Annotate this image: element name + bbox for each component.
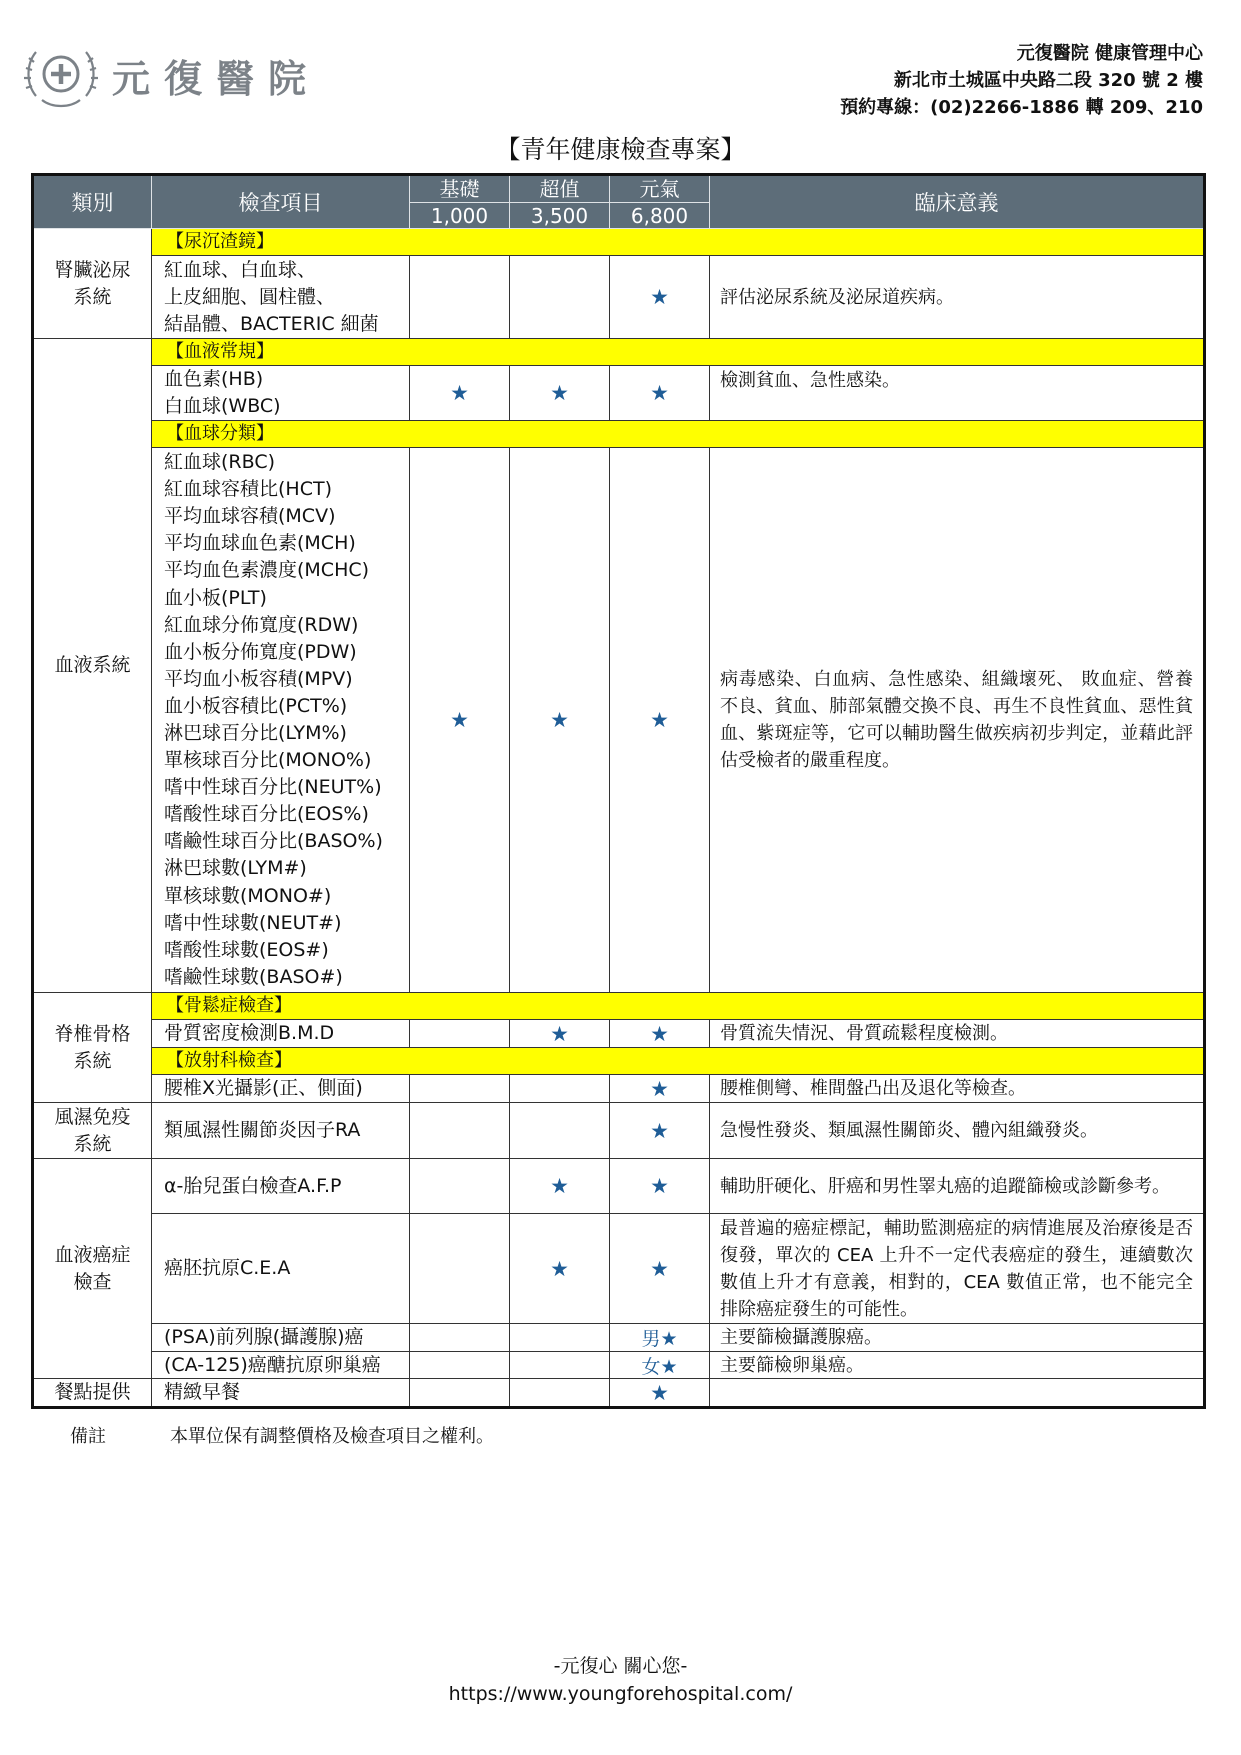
hospital-logo — [22, 38, 320, 112]
mark-routine-vitality: ★ — [610, 366, 710, 421]
item-routine: 血色素(HB) 白血球(WBC) — [152, 366, 410, 421]
hospital-emblem-icon — [22, 38, 100, 112]
mark-xray-value — [510, 1075, 610, 1103]
mark-urine-basic — [410, 256, 510, 339]
mark-meal-vitality: ★ — [610, 1379, 710, 1406]
page-footer — [0, 1652, 1241, 1708]
mark-bmd-basic — [410, 1020, 510, 1048]
mark-ra-vitality: ★ — [610, 1103, 710, 1159]
meaning-ca125: 主要篩檢卵巢癌。 — [710, 1352, 1203, 1379]
item-afp: α-胎兒蛋白檢查A.F.P — [152, 1159, 410, 1214]
meaning-xray: 腰椎側彎、椎間盤凸出及退化等檢查。 — [710, 1075, 1203, 1103]
item-cea: 癌胚抗原C.E.A — [152, 1214, 410, 1324]
header-plan-basic — [410, 176, 510, 229]
mark-routine-value: ★ — [510, 366, 610, 421]
mark-cbc-vitality: ★ — [610, 448, 710, 993]
header-plan-vitality — [610, 176, 710, 229]
item-bmd: 骨質密度檢測B.M.D — [152, 1020, 410, 1048]
mark-urine-value — [510, 256, 610, 339]
mark-ca125-value — [510, 1352, 610, 1379]
subheader-xray: 【放射科檢查】 — [152, 1048, 1203, 1075]
category-blood: 血液系統 — [34, 339, 152, 993]
mark-cbc-basic: ★ — [410, 448, 510, 993]
mark-bmd-vitality: ★ — [610, 1020, 710, 1048]
category-spine: 脊椎骨格 系統 — [34, 993, 152, 1103]
item-meal: 精緻早餐 — [152, 1379, 410, 1406]
mark-afp-value: ★ — [510, 1159, 610, 1214]
mark-meal-value — [510, 1379, 610, 1406]
mark-ca125-vitality-female: 女★ — [610, 1352, 710, 1379]
meaning-cbc: 病毒感染、白血病、急性感染、組織壞死、 敗血症、營養不良、貧血、肺部氣體交換不良、再生不良性貧血、惡性貧血、紫斑症等，它可以輔助醫生做疾病初步判定，並藉此評估受檢者的嚴重程度。 — [710, 448, 1203, 993]
subheader-urine: 【尿沉渣鏡】 — [152, 229, 1203, 256]
item-xray: 腰椎X光攝影(正、側面) — [152, 1075, 410, 1103]
mark-cea-vitality: ★ — [610, 1214, 710, 1324]
item-ra: 類風濕性關節炎因子RA — [152, 1103, 410, 1159]
item-urine: 紅血球、白血球、 上皮細胞、圓柱體、 結晶體、BACTERIC 細菌 — [152, 256, 410, 339]
mark-cbc-value: ★ — [510, 448, 610, 993]
mark-psa-vitality-male: 男★ — [610, 1324, 710, 1352]
item-cbc: 紅血球(RBC) 紅血球容積比(HCT) 平均血球容積(MCV) 平均血球血色素(MCH) 平均血色素濃度(MCHC) 血小板(PLT) 紅血球分佈寬度(RDW) 血小板分佈寬度(PDW) 平均血小板容積(MPV) 血小板容積比(PCT%) 淋巴球百分比(LYM%) 單核球百分比(MONO%) 嗜中性球百分比(NEUT%) 嗜酸性球百分比(EOS%) 嗜鹼性球百分比(BASO%) 淋巴球數(LYM#) 單核球數(MONO#) 嗜中性球數(NEUT#) 嗜酸性球數(EOS#) 嗜鹼性球數(BASO#) — [152, 448, 410, 993]
mark-meal-basic — [410, 1379, 510, 1406]
footer-url[interactable]: https://www.youngforehospital.com/ — [448, 1683, 793, 1705]
mark-xray-basic — [410, 1075, 510, 1103]
mark-xray-vitality: ★ — [610, 1075, 710, 1103]
category-meal: 餐點提供 — [34, 1379, 152, 1406]
meaning-meal — [710, 1379, 1203, 1406]
subheader-bmd: 【骨鬆症檢查】 — [152, 993, 1203, 1020]
plan-value-price: 3,500 — [530, 203, 589, 228]
mark-cea-basic — [410, 1214, 510, 1324]
plan-vitality-name: 元氣 — [639, 176, 680, 201]
mark-cea-value: ★ — [510, 1214, 610, 1324]
header-meaning: 臨床意義 — [710, 176, 1203, 229]
mark-routine-basic: ★ — [410, 366, 510, 421]
hospital-address: 新北市土城區中央路二段 320 號 2 樓 — [893, 70, 1203, 91]
footer-slogan: -元復心 關心您- — [553, 1655, 688, 1677]
meaning-psa: 主要篩檢攝護腺癌。 — [710, 1324, 1203, 1352]
meaning-ra: 急慢性發炎、類風濕性關節炎、體內組織發炎。 — [710, 1103, 1203, 1159]
meaning-cea: 最普遍的癌症標記，輔助監測癌症的病情進展及治療後是否復發，單次的 CEA 上升不一定代表癌症的發生，連續數次數值上升才有意義，相對的，CEA 數值正常，也不能完全排除癌症發生的可能性。 — [710, 1214, 1203, 1324]
subheader-cbc: 【血球分類】 — [152, 421, 1203, 448]
note-text: 本單位保有調整價格及檢查項目之權利。 — [170, 1426, 494, 1447]
item-psa: (PSA)前列腺(攝護腺)癌 — [152, 1324, 410, 1352]
plan-basic-name: 基礎 — [439, 176, 480, 201]
checkup-table — [31, 173, 1206, 1409]
plan-basic-price: 1,000 — [430, 203, 489, 228]
mark-psa-basic — [410, 1324, 510, 1352]
meaning-afp: 輔助肝硬化、肝癌和男性睪丸癌的追蹤篩檢或診斷參考。 — [710, 1159, 1203, 1214]
logo-text: 元復醫院 — [112, 55, 321, 101]
mark-bmd-value: ★ — [510, 1020, 610, 1048]
subheader-routine: 【血液常規】 — [152, 339, 1203, 366]
item-ca125: (CA-125)癌醣抗原卵巢癌 — [152, 1352, 410, 1379]
meaning-urine: 評估泌尿系統及泌尿道疾病。 — [710, 256, 1203, 339]
mark-ca125-basic — [410, 1352, 510, 1379]
mark-urine-vitality: ★ — [610, 256, 710, 339]
category-immune: 風濕免疫 系統 — [34, 1103, 152, 1159]
header-plan-value — [510, 176, 610, 229]
plan-vitality-price: 6,800 — [630, 203, 689, 228]
category-kidney: 腎臟泌尿 系統 — [34, 229, 152, 339]
meaning-bmd: 骨質流失情況、骨質疏鬆程度檢測。 — [710, 1020, 1203, 1048]
mark-psa-value — [510, 1324, 610, 1352]
note-label: 備註 — [70, 1426, 106, 1447]
header-item: 檢查項目 — [152, 176, 410, 229]
mark-ra-value — [510, 1103, 610, 1159]
document-title: 【青年健康檢查專案】 — [495, 135, 746, 164]
hospital-phone: 預約專線：(02)2266-1886 轉 209、210 — [840, 97, 1203, 118]
mark-afp-basic — [410, 1159, 510, 1214]
hospital-contact-info — [840, 40, 1203, 121]
hospital-center-name: 元復醫院 健康管理中心 — [1016, 43, 1203, 64]
category-cancer: 血液癌症 檢查 — [34, 1159, 152, 1379]
meaning-routine: 檢測貧血、急性感染。 — [710, 366, 1203, 421]
mark-afp-vitality: ★ — [610, 1159, 710, 1214]
header-category: 類別 — [34, 176, 152, 229]
mark-ra-basic — [410, 1103, 510, 1159]
plan-value-name: 超值 — [539, 176, 580, 201]
